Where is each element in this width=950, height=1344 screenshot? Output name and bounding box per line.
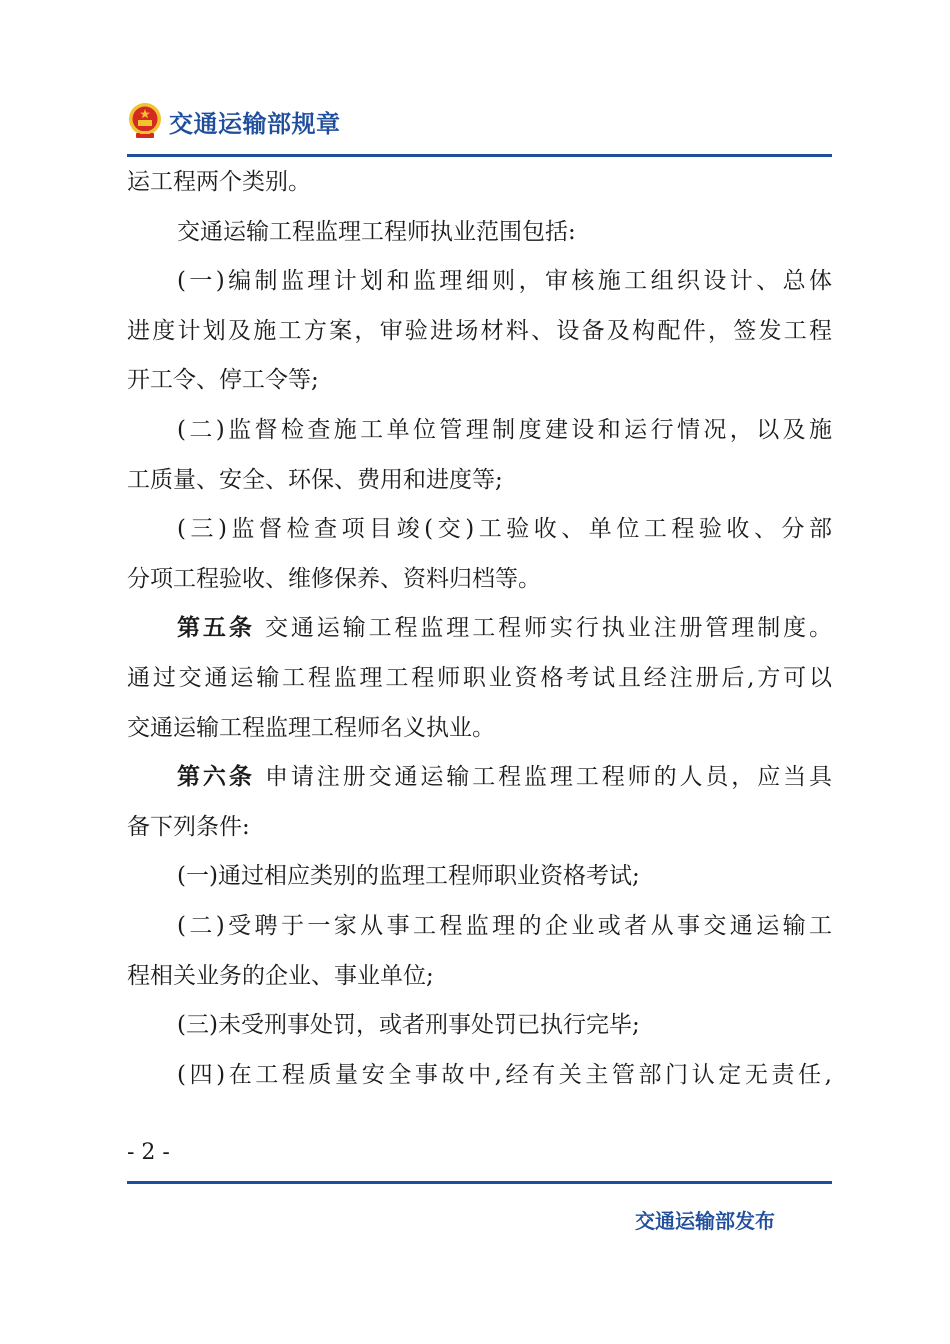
text-line: (三)监督检查项目竣(交)工验收、单位工程验收、分部 <box>177 516 832 543</box>
text-line: (二)监督检查施工单位管理制度建设和运行情况，以及施 <box>177 416 832 443</box>
text-line: (二)受聘于一家从事工程监理的企业或者从事交通运输工 <box>177 912 832 939</box>
text-span: 交通运输工程监理工程师实行执业注册管理制度。 <box>264 615 833 642</box>
text-line: 备下列条件: <box>127 813 250 840</box>
article-five-line <box>127 604 832 654</box>
article-five-label: 第五条 <box>177 615 255 642</box>
header-title: 交通运输部规章 <box>169 110 341 138</box>
text-line: 程相关业务的企业、事业单位; <box>127 962 434 989</box>
text-line: 交通运输工程监理工程师名义执业。 <box>127 714 495 741</box>
text-line: 交通运输工程监理工程师执业范围包括: <box>177 218 576 245</box>
text-line: 分项工程验收、维修保养、资料归档等。 <box>127 565 541 592</box>
text-span: 申请注册交通运输工程监理工程师的人员，应当具 <box>264 764 833 791</box>
page-header <box>127 100 832 157</box>
text-line: (一)编制监理计划和监理细则，审核施工组织设计、总体 <box>177 268 832 295</box>
document-body <box>127 158 832 1100</box>
national-emblem-icon <box>127 102 163 140</box>
text-line: (四)在工程质量安全事故中,经有关主管部门认定无责任, <box>177 1061 832 1088</box>
article-six-label: 第六条 <box>177 764 255 791</box>
footer-publisher: 交通运输部发布 <box>635 1209 775 1233</box>
text-line: 运工程两个类别。 <box>127 169 311 195</box>
text-line: 进度计划及施工方案，审验进场材料、设备及构配件，签发工程 <box>127 317 832 344</box>
text-line: 开工令、停工令等; <box>127 367 319 394</box>
text-line: 通过交通运输工程监理工程师职业资格考试且经注册后,方可以 <box>127 664 832 691</box>
text-line: (一)通过相应类别的监理工程师职业资格考试; <box>177 863 640 890</box>
page-number: - 2 - <box>127 1140 170 1165</box>
text-line: 工质量、安全、环保、费用和进度等; <box>127 466 503 493</box>
text-line: (三)未受刑事处罚，或者刑事处罚已执行完毕; <box>177 1012 640 1039</box>
footer-divider <box>127 1181 832 1184</box>
article-six-line <box>127 753 832 803</box>
